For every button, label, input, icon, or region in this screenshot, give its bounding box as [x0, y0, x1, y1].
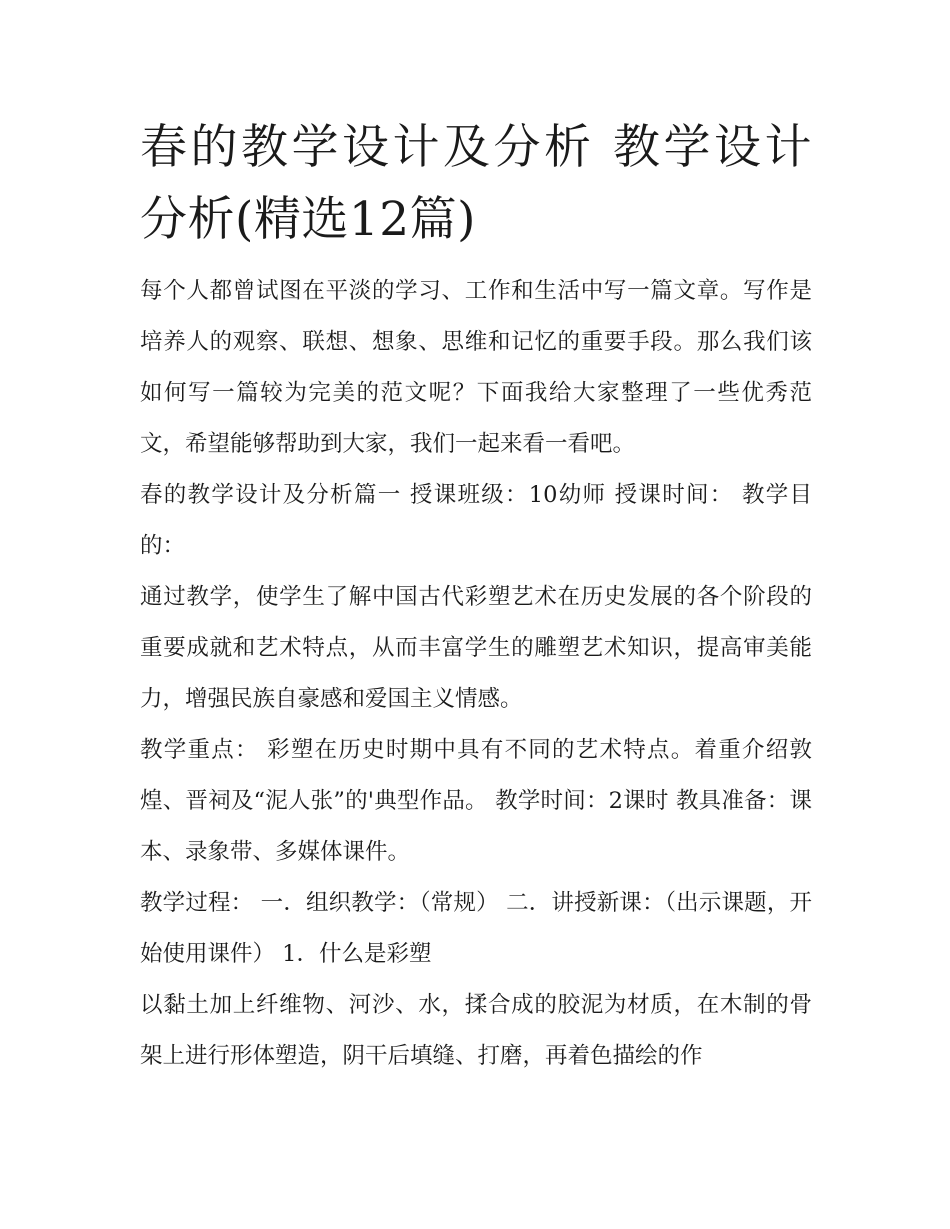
paragraph-objectives: 通过教学，使学生了解中国古代彩塑艺术在历史发展的各个阶段的重要成就和艺术特点，从而丰富学生的雕塑艺术知识，提高审美能力，增强民族自豪感和爱国主义情感。: [140, 584, 812, 712]
paragraph-process: 教学过程： 一．组织教学：（常规） 二．讲授新课：（出示课题，开始使用课件） 1．什么是彩塑: [140, 890, 812, 967]
paragraph-course-info: 春的教学设计及分析篇一 授课班级：10幼师 授课时间： 教学目的：: [140, 482, 812, 559]
paragraph-key-points: 教学重点： 彩塑在历史时期中具有不同的艺术特点。着重介绍敦煌、晋祠及“泥人张”的'典型作品。 教学时间：2课时 教具准备：课本、录象带、多媒体课件。: [140, 737, 812, 865]
document-page: [140, 112, 812, 1082]
paragraph-intro: 每个人都曾试图在平淡的学习、工作和生活中写一篇文章。写作是培养人的观察、联想、想象、思维和记忆的重要手段。那么我们该如何写一篇较为完美的范文呢？下面我给大家整理了一些优秀范文，希望能够帮助到大家，我们一起来看一看吧。: [140, 278, 812, 457]
paragraph-definition: 以黏土加上纤维物、河沙、水，揉合成的胶泥为材质，在木制的骨架上进行形体塑造，阴干后填缝、打磨，再着色描绘的作: [140, 992, 812, 1069]
document-title: 春的教学设计及分析 教学设计分析(精选12篇): [140, 120, 812, 247]
